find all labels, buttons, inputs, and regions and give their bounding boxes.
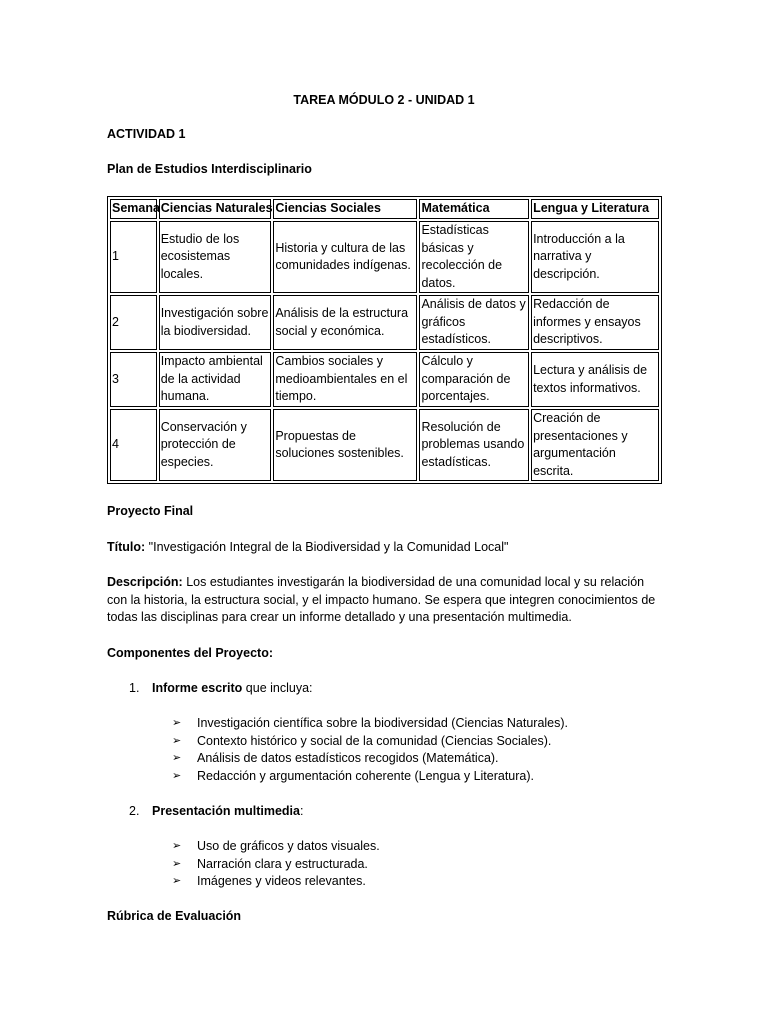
arrow-bullet-icon: ➢ [172, 752, 182, 764]
table-cell: Cambios sociales y medioambientales en el tiempo. [273, 352, 417, 407]
header-cell: Matemática [419, 199, 529, 219]
header-cell: Lengua y Literatura [531, 199, 659, 219]
arrow-bullet-icon: ➢ [172, 717, 182, 729]
header-cell: Ciencias Sociales [273, 199, 417, 219]
list-item-text: Imágenes y videos relevantes. [197, 874, 366, 888]
document-title: TAREA MÓDULO 2 - UNIDAD 1 [293, 93, 475, 107]
table-cell: Resolución de problemas usando estadísticas. [419, 409, 529, 481]
list-item-text: Narración clara y estructurada. [197, 856, 368, 871]
description-label: Descripción: [107, 575, 183, 589]
header-cell: Semana [110, 199, 157, 219]
table-cell: Historia y cultura de las comunidades indígenas. [273, 221, 417, 293]
list-item [107, 733, 667, 751]
table-cell: 1 [110, 221, 157, 293]
list-item-text: Análisis de datos estadísticos recogidos (Matemática). [197, 751, 499, 765]
list-item-text: Redacción y argumentación coherente (Lengua y Literatura). [197, 768, 535, 783]
table-header-row [110, 199, 659, 219]
component-rest: : [299, 804, 304, 818]
table-cell: Análisis de datos y gráficos estadísticos. [419, 295, 529, 350]
table-cell: Cálculo y comparación de porcentajes. [419, 352, 529, 407]
list-item [107, 750, 667, 768]
title-label: Título: [107, 540, 146, 554]
table-cell: 4 [110, 409, 157, 481]
project-description [107, 574, 667, 627]
list-item [107, 873, 667, 891]
component-label: Presentación multimedia [152, 804, 300, 818]
rubric-heading: Rúbrica de Evaluación [107, 909, 242, 923]
study-plan-table [107, 196, 662, 484]
list-item [107, 680, 667, 698]
table-cell: Introducción a la narrativa y descripción. [531, 221, 659, 293]
header-cell: Ciencias Naturales [159, 199, 272, 219]
table-cell: 3 [110, 352, 157, 407]
table-row [110, 352, 659, 407]
arrow-bullet-icon: ➢ [172, 840, 182, 852]
component-1 [107, 680, 667, 698]
component-rest: que incluya: [242, 681, 313, 695]
table-cell: Impacto ambiental de la actividad humana. [159, 352, 272, 407]
list-item [107, 856, 667, 874]
list-item [107, 715, 667, 733]
component-label: Informe escrito [152, 681, 243, 695]
list-item [107, 768, 667, 786]
list-item [107, 803, 667, 821]
project-title-line [107, 539, 667, 557]
project-heading: Proyecto Final [107, 504, 194, 518]
component-2 [107, 803, 667, 821]
list-item [107, 838, 667, 856]
component-2-items [107, 838, 667, 891]
plan-heading: Plan de Estudios Interdisciplinario [107, 162, 312, 176]
arrow-bullet-icon: ➢ [172, 734, 182, 747]
list-item-text: Contexto histórico y social de la comunidad (Ciencias Sociales). [197, 733, 552, 748]
table-cell: Propuestas de soluciones sostenibles. [273, 409, 417, 481]
component-1-items [107, 715, 667, 785]
table-row [110, 409, 659, 481]
arrow-bullet-icon: ➢ [172, 769, 182, 782]
list-item-text: Investigación científica sobre la biodiversidad (Ciencias Naturales). [197, 716, 569, 730]
table-cell: Creación de presentaciones y argumentación escrita. [531, 409, 659, 481]
activity-heading: ACTIVIDAD 1 [107, 127, 186, 141]
title-value: "Investigación Integral de la Biodiversidad y la Comunidad Local" [145, 540, 509, 554]
table-row [110, 295, 659, 350]
list-number: 1. [129, 681, 140, 695]
table-cell: Estadísticas básicas y recolección de datos. [419, 221, 529, 293]
table-cell: Estudio de los ecosistemas locales. [159, 221, 272, 293]
table-cell: Conservación y protección de especies. [159, 409, 272, 481]
table-cell: Redacción de informes y ensayos descriptivos. [531, 295, 659, 350]
table-cell: Análisis de la estructura social y económica. [273, 295, 417, 350]
table-cell: Investigación sobre la biodiversidad. [159, 295, 272, 350]
arrow-bullet-icon: ➢ [172, 857, 182, 870]
table-cell: 2 [110, 295, 157, 350]
table-row [110, 221, 659, 293]
arrow-bullet-icon: ➢ [172, 875, 182, 887]
components-heading: Componentes del Proyecto: [107, 646, 273, 660]
list-number: 2. [129, 804, 140, 818]
list-item-text: Uso de gráficos y datos visuales. [197, 839, 380, 853]
description-value: Los estudiantes investigarán la biodiversidad de una comunidad local y su relación con la historia, la estructura social, y el impacto humano. Se espera que integren conocimientos de todas las disciplinas para crear un informe detallado y una presentación multimedia. [107, 575, 656, 624]
table-cell: Lectura y análisis de textos informativos. [531, 352, 659, 407]
